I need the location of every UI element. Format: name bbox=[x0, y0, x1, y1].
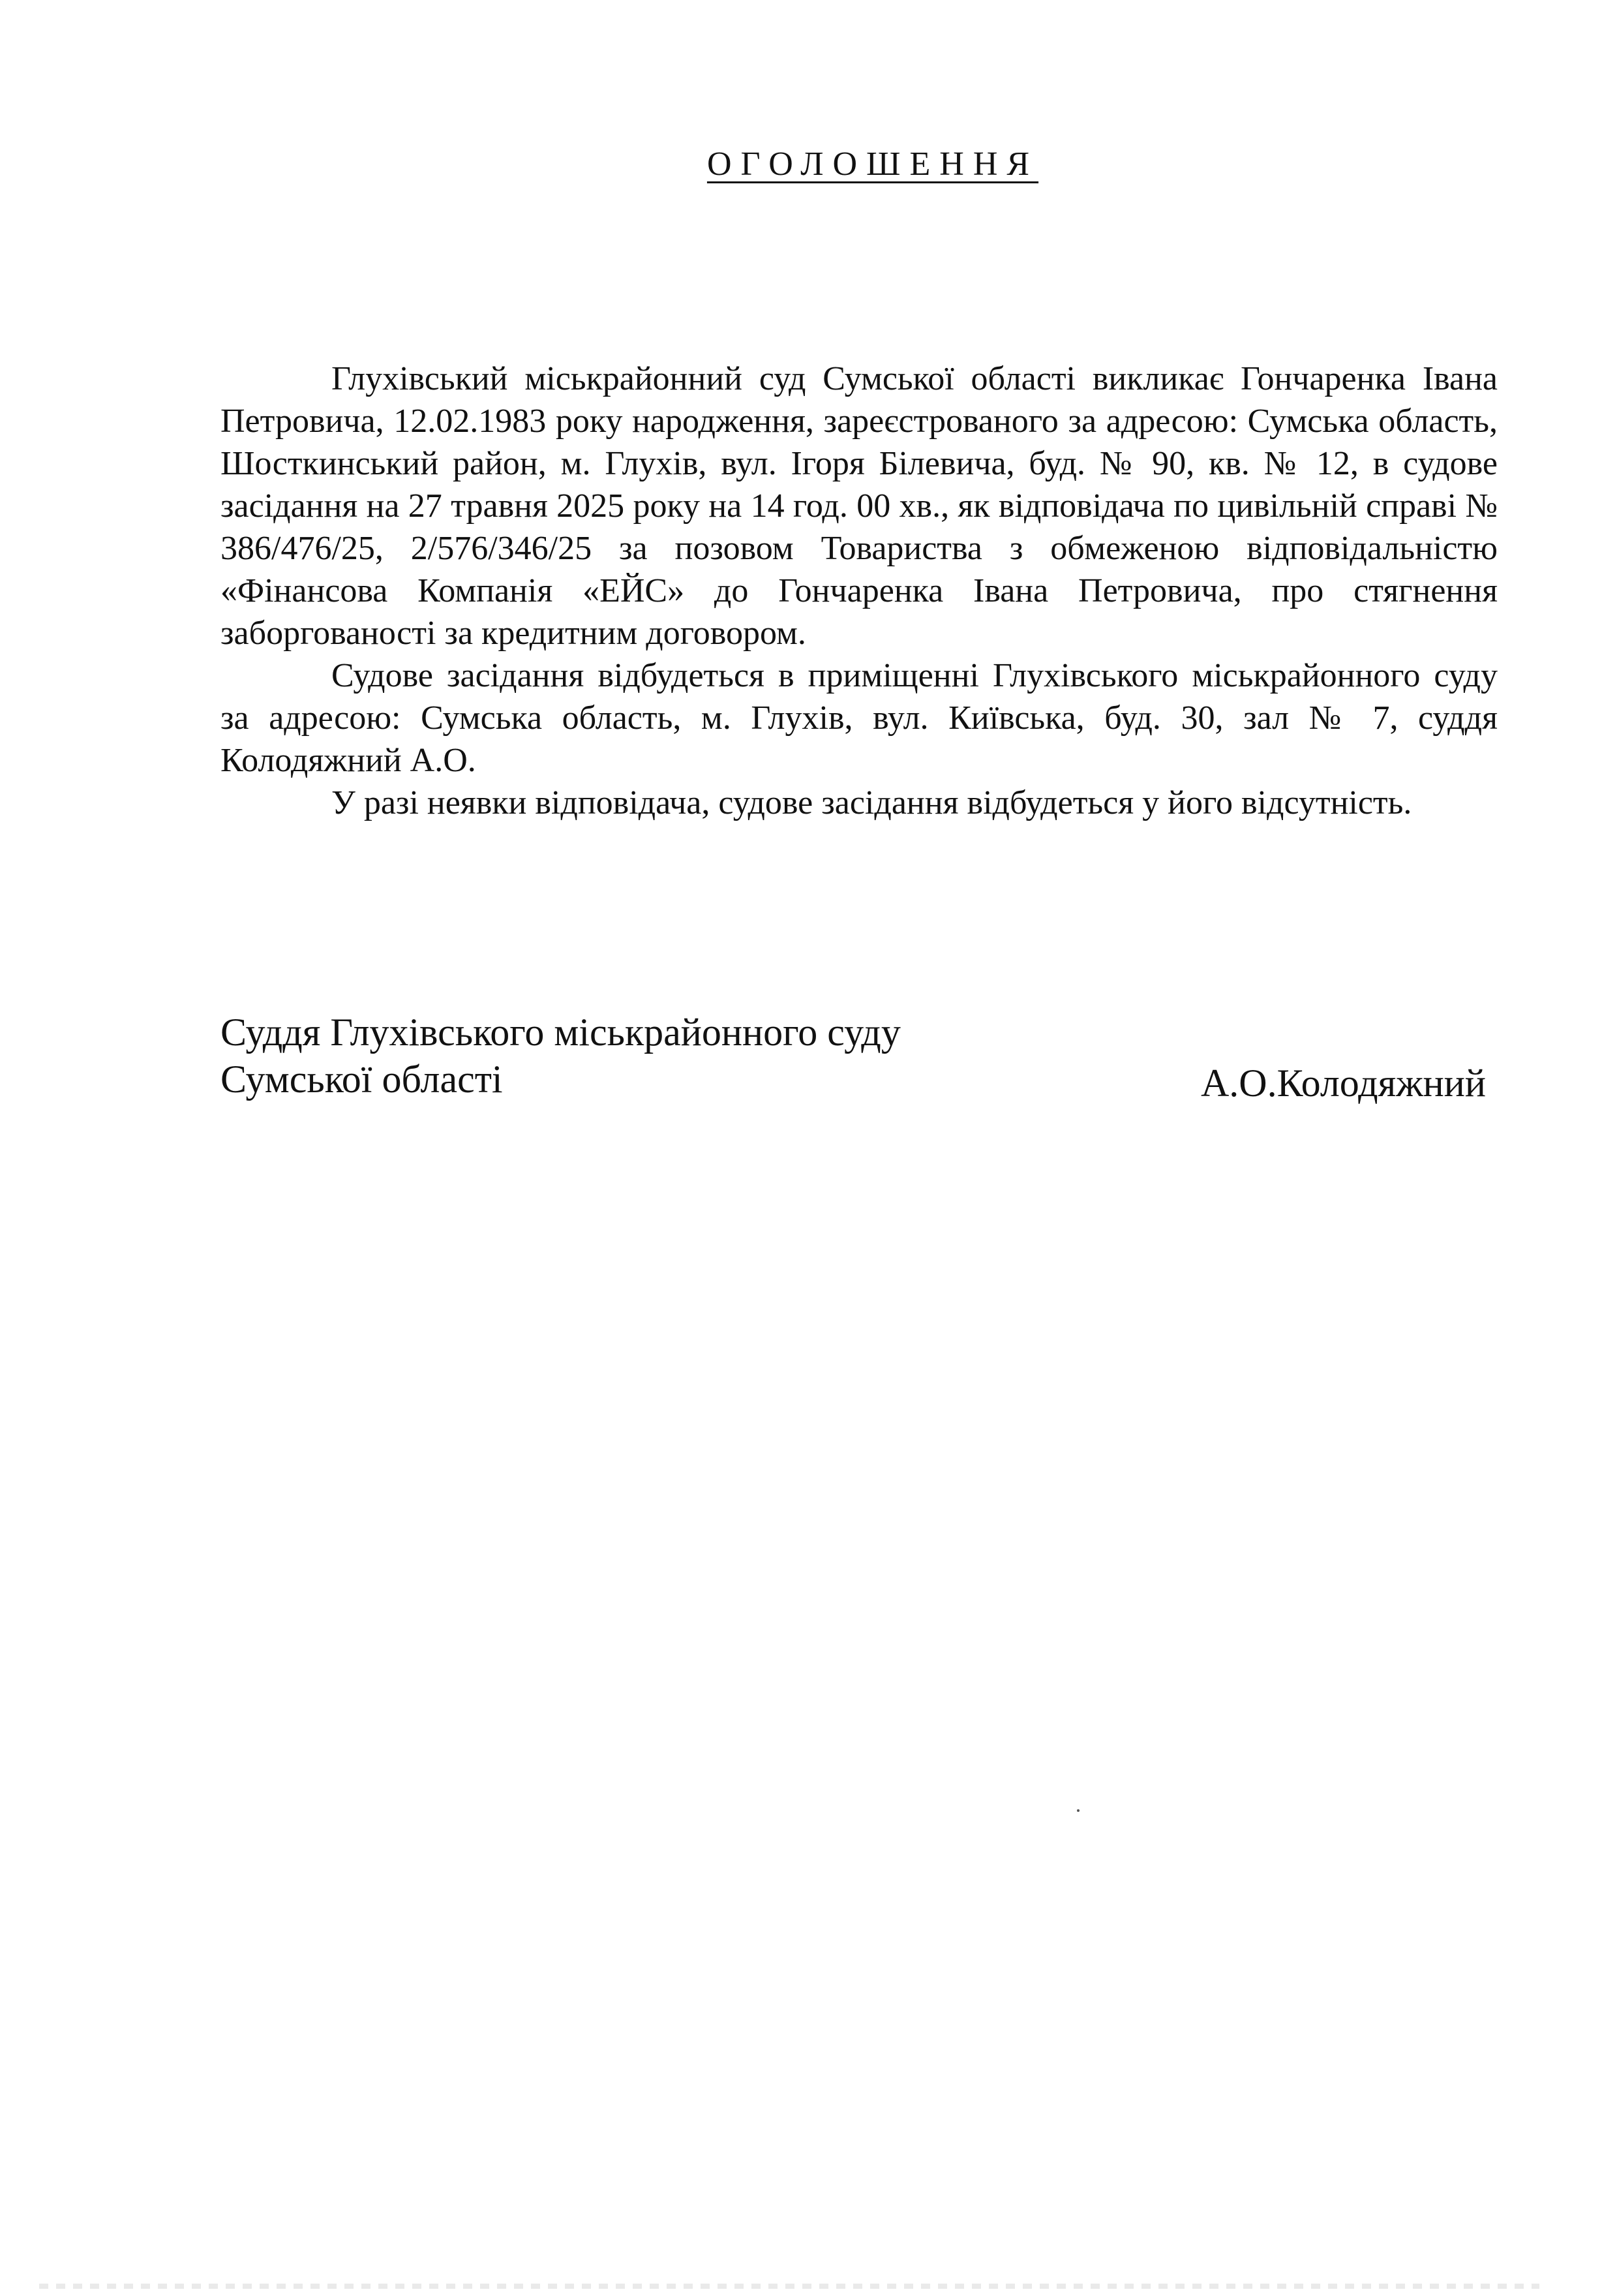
paragraph-absence-notice: У разі неявки відповідача, судове засідання відбудеться у його відсутність. bbox=[331, 784, 1412, 821]
scan-speck bbox=[1077, 1809, 1080, 1812]
scan-edge-artifact bbox=[39, 2284, 1539, 2289]
paragraph-hearing-location: Судове засідання відбудеться в приміщенні Глухівського міськрайонного суду за адресою: Сумська область, м. Глухів, вул. Київська, буд. 30, зал № 7, суддя Колодяжний А.О. bbox=[220, 657, 1498, 779]
signature-region: Сумської області bbox=[220, 1058, 503, 1101]
document-body bbox=[220, 358, 1498, 824]
signature-block bbox=[220, 1009, 1486, 1103]
signature-name: А.О.Колодяжний bbox=[1200, 1062, 1486, 1105]
paragraph-summons: Глухівський міськрайонний суд Сумської області викликає Гончаренка Івана Петровича, 12.02.1983 року народження, зареєстрованого за адресою: Сумська область, Шосткинський район, м. Глухів, вул. Ігоря Білевича, буд. № 90, кв. № 12, в судове засідання на 27 травня 2025 року на 14 год. 00 хв., як відповідача по цивільній справі № 386/476/25, 2/576/346/25 за позовом Товариства з обмеженою відповідальністю «Фінансова Компанія «ЕЙС» до Гончаренка Івана Петровича, про стягнення заборгованості за кредитним договором. bbox=[220, 360, 1498, 652]
signature-position: Суддя Глухівського міськрайонного суду bbox=[220, 1011, 901, 1054]
document-title: ОГОЛОШЕННЯ bbox=[706, 145, 1039, 183]
